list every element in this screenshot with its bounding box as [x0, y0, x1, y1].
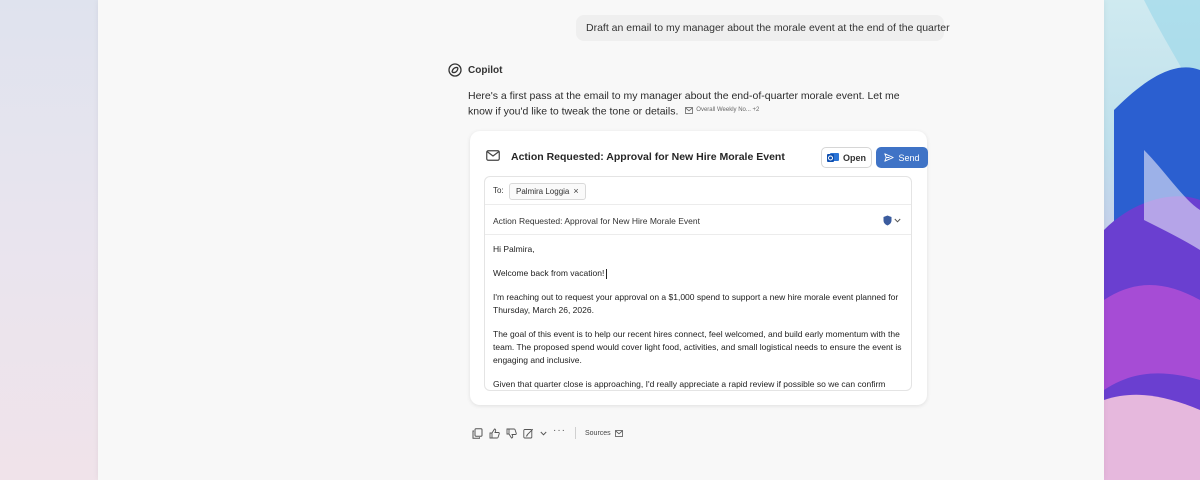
- chevron-down-icon: [894, 218, 901, 223]
- email-line-text: Welcome back from vacation!: [493, 268, 605, 278]
- user-message-text: Draft an email to my manager about the morale event at the end of the quarter: [586, 22, 950, 34]
- email-body[interactable]: [493, 243, 903, 391]
- copilot-logo-icon: [448, 63, 462, 77]
- recipient-name: Palmira Loggia: [516, 187, 570, 196]
- text-cursor: [606, 269, 607, 279]
- desktop-background-left: [0, 0, 98, 480]
- sources-button[interactable]: [585, 430, 623, 437]
- copy-icon: [472, 428, 483, 439]
- email-card-header: [486, 147, 920, 169]
- assistant-response-text: Here's a first pass at the email to my manager about the end-of-quarter morale event. Let me know if you'd like to tweak the tone or details.: [468, 90, 900, 118]
- chevron-down-icon: [540, 431, 547, 436]
- to-label: To:: [493, 186, 504, 195]
- email-paragraph-3: Given that quarter close is approaching, I'd really appreciate a rapid review if possible so we can confirm: [493, 379, 886, 389]
- send-button[interactable]: [876, 147, 928, 168]
- reference-chip[interactable]: [685, 103, 759, 118]
- more-options-icon[interactable]: ···: [553, 425, 566, 436]
- copy-button[interactable]: [472, 428, 483, 439]
- email-paragraph-1: I'm reaching out to request your approval on a $1,000 spend to support a new hire morale event planned for Thursday, March 26, 2026.: [493, 292, 899, 315]
- subject-text: Action Requested: Approval for New Hire Morale Event: [493, 216, 700, 226]
- sensitivity-label-dropdown[interactable]: [883, 215, 901, 226]
- more-actions-dropdown[interactable]: [540, 428, 547, 439]
- mail-icon: [685, 107, 693, 114]
- email-card-title: Action Requested: Approval for New Hire Morale Event: [511, 151, 785, 163]
- email-line: [493, 267, 903, 280]
- user-message-bubble: [576, 15, 950, 41]
- edit-icon: [523, 428, 534, 439]
- email-editor: [484, 176, 912, 391]
- outlook-icon: [827, 152, 839, 163]
- open-in-outlook-button[interactable]: [821, 147, 872, 168]
- shield-icon: [883, 215, 892, 226]
- copilot-chat-window: [98, 0, 1104, 480]
- dislike-button[interactable]: [506, 428, 517, 439]
- remove-recipient-icon[interactable]: ×: [573, 186, 579, 196]
- desktop-wallpaper-right: [1104, 0, 1200, 480]
- sources-label: Sources: [585, 429, 611, 437]
- reference-chip-label: Overall Weekly No... +2: [696, 107, 760, 113]
- send-button-label: Send: [898, 152, 920, 163]
- response-actions-bar: [472, 426, 623, 440]
- assistant-name: Copilot: [468, 64, 503, 76]
- recipient-chip[interactable]: [509, 183, 586, 200]
- edit-button[interactable]: [523, 428, 534, 439]
- send-icon: [884, 153, 894, 162]
- to-field[interactable]: [485, 177, 911, 205]
- sources-icon: [615, 430, 623, 437]
- thumbs-down-icon: [506, 428, 517, 439]
- email-draft-card: [470, 131, 927, 405]
- divider: [575, 427, 576, 439]
- email-greeting: Hi Palmira,: [493, 244, 535, 254]
- subject-field[interactable]: [485, 205, 911, 235]
- mail-icon: [486, 150, 500, 161]
- assistant-response: [468, 89, 918, 119]
- email-paragraph-2: The goal of this event is to help our recent hires connect, feel welcomed, and build early momentum with the team. The proposed spend would cover light food, activities, and small logistical needs to ensure the event is engaging and inclusive.: [493, 329, 902, 365]
- like-button[interactable]: [489, 428, 500, 439]
- open-button-label: Open: [842, 152, 866, 163]
- assistant-header: [448, 61, 502, 79]
- thumbs-up-icon: [489, 428, 500, 439]
